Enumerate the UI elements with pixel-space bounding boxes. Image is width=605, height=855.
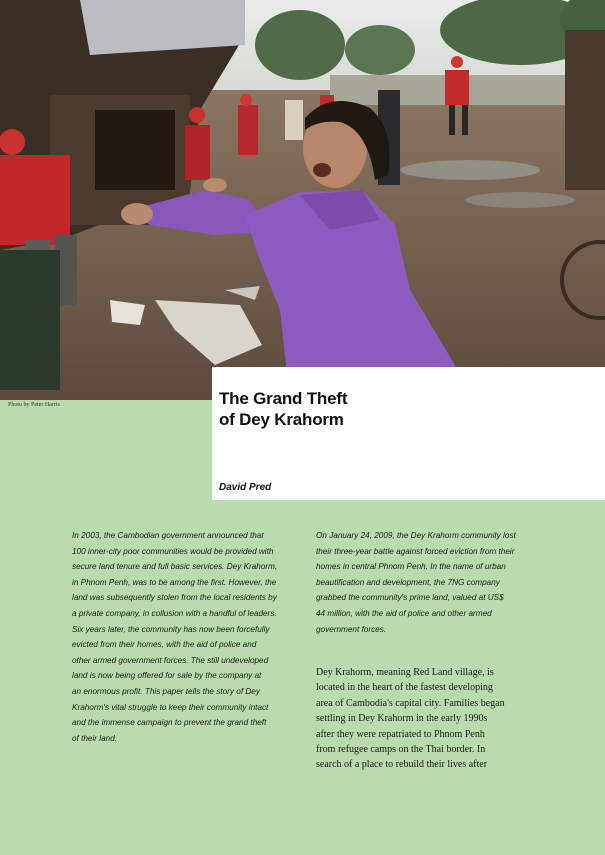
article-title-line: of Dey Krahorm xyxy=(219,410,344,429)
text-line: from refugee camps on the Thai border. In xyxy=(316,744,486,756)
text-line: of their land. xyxy=(72,733,118,743)
text-line: a private company, in collusion with a handful of leaders. xyxy=(72,608,277,618)
text-line: 100 inner-city poor communities would be provided with xyxy=(72,546,274,556)
text-line: 44 million, with the aid of police and other armed xyxy=(316,608,492,618)
text-line: grabbed the community's prime land, valued at US$ xyxy=(316,593,504,603)
text-line: area of Cambodia's capital city. Families began xyxy=(316,697,505,709)
article-title-line: The Grand Theft xyxy=(219,389,348,408)
text-line: other armed government forces. The still undeveloped xyxy=(72,655,269,665)
text-line: beautification and development, the 7NG company xyxy=(316,577,500,587)
body-text-column xyxy=(316,665,538,773)
article-title xyxy=(219,388,579,430)
text-line: settling in Dey Krahorm in the early 1990s xyxy=(316,713,488,725)
abstract-left-column xyxy=(72,528,292,746)
text-line: in Phnom Penh, was to be among the first. However, the xyxy=(72,577,277,587)
text-line: homes in central Phnom Penh. In the name of urban xyxy=(316,562,506,572)
text-line: and the immense campaign to prevent the grand theft xyxy=(72,718,267,728)
photo-credit: Photo by Peter Harris xyxy=(8,402,60,408)
text-line: after they were repatriated to Phnom Penh xyxy=(316,728,485,740)
text-line: secure land tenure and full basic services. Dey Krahorm, xyxy=(72,562,278,572)
abstract-right-column xyxy=(316,528,536,637)
text-line: On January 24, 2009, the Dey Krahorm community lost xyxy=(316,531,516,540)
text-line: search of a place to rebuild their lives after xyxy=(316,759,488,771)
text-line: located in the heart of the fastest developing xyxy=(316,682,493,694)
text-line: land is now being offered for sale by the company at xyxy=(72,671,262,681)
text-line: Dey Krahorm, meaning Red Land village, is xyxy=(316,667,494,678)
text-line: Krahorm's vital struggle to keep their community intact xyxy=(72,702,269,712)
article-author: David Pred xyxy=(219,482,272,493)
text-line: land was subsequently stolen from the local residents by xyxy=(72,593,277,603)
text-line: an enormous profit. This paper tells the story of Dey xyxy=(72,686,260,696)
cover-photo xyxy=(0,0,605,400)
text-line: their three-year battle against forced eviction from their xyxy=(316,546,515,556)
title-box xyxy=(212,367,605,500)
text-line: evicted from their homes, with the aid of police and xyxy=(72,640,257,650)
text-line: Six years later, the community has now been forcefully xyxy=(72,624,270,634)
text-line: In 2003, the Cambodian government announced that xyxy=(72,531,264,540)
text-line: government forces. xyxy=(316,624,387,634)
